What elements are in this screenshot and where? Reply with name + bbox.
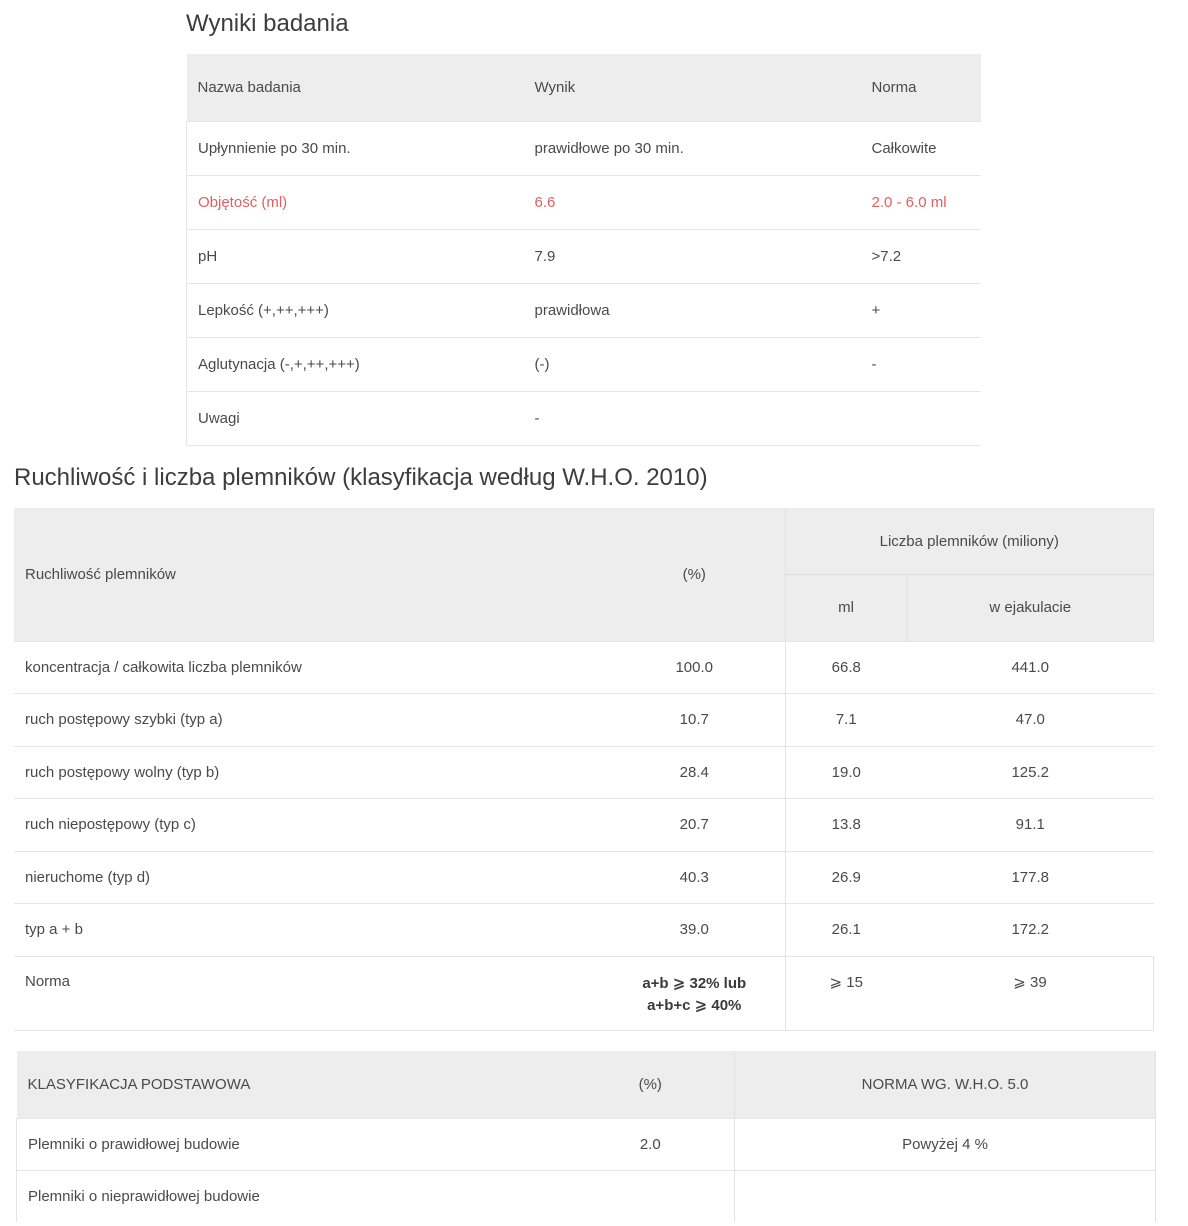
motility-percent: 39.0 (604, 904, 785, 957)
norm-label: Norma (14, 956, 604, 1030)
table-row (14, 799, 1154, 852)
motility-percent: 10.7 (604, 694, 785, 747)
morphology-percent: 2.0 (567, 1118, 735, 1170)
header-per-ejaculate: w ejakulacie (907, 575, 1154, 642)
norm-per-ejaculate: ⩾ 39 (907, 956, 1154, 1030)
morphology-table (16, 1051, 1156, 1222)
test-result: prawidłowa (524, 283, 861, 337)
norm-percent (604, 956, 785, 1030)
header-percent: (%) (567, 1051, 735, 1118)
table-row-out-of-range (187, 175, 982, 229)
count-per-ml: 19.0 (785, 746, 907, 799)
header-motility: Ruchliwość plemników (14, 508, 604, 641)
test-name: pH (187, 229, 524, 283)
results-table (186, 54, 981, 446)
motility-percent: 20.7 (604, 799, 785, 852)
table-row (187, 121, 982, 175)
norm-percent-line2: a+b+c ⩾ 40% (647, 996, 742, 1014)
test-name: Lepkość (+,++,+++) (187, 283, 524, 337)
header-percent: (%) (604, 508, 785, 641)
test-result: prawidłowe po 30 min. (524, 121, 861, 175)
header-classification: KLASYFIKACJA PODSTAWOWA (17, 1051, 567, 1118)
count-per-ejaculate: 125.2 (907, 746, 1154, 799)
table-row (14, 694, 1154, 747)
test-result: 7.9 (524, 229, 861, 283)
norm-percent-line1: a+b ⩾ 32% lub (642, 974, 747, 992)
motility-percent: 28.4 (604, 746, 785, 799)
table-row (187, 391, 982, 445)
motility-percent: 40.3 (604, 851, 785, 904)
motility-label: nieruchome (typ d) (14, 851, 604, 904)
header-who-norm: NORMA WG. W.H.O. 5.0 (735, 1051, 1156, 1118)
motility-header-row (14, 508, 1154, 575)
count-per-ml: 26.9 (785, 851, 907, 904)
header-per-ml: ml (785, 575, 907, 642)
morphology-header-row (17, 1051, 1156, 1118)
count-per-ejaculate: 172.2 (907, 904, 1154, 957)
test-norm: - (861, 337, 982, 391)
header-result: Wynik (524, 54, 861, 121)
table-row (187, 229, 982, 283)
results-title: Wyniki badania (186, 10, 349, 37)
test-name: Objętość (ml) (187, 175, 524, 229)
table-row (187, 283, 982, 337)
norm-per-ml: ⩾ 15 (785, 956, 907, 1030)
test-norm: Całkowite (861, 121, 982, 175)
header-norm: Norma (861, 54, 982, 121)
motility-percent: 100.0 (604, 641, 785, 694)
test-name: Aglutynacja (-,+,++,+++) (187, 337, 524, 391)
test-norm: >7.2 (861, 229, 982, 283)
test-result: - (524, 391, 861, 445)
motility-title: Ruchliwość i liczba plemników (klasyfikacja według W.H.O. 2010) (14, 464, 708, 491)
count-per-ejaculate: 47.0 (907, 694, 1154, 747)
motility-label: typ a + b (14, 904, 604, 957)
table-row (17, 1118, 1156, 1170)
motility-table (14, 508, 1154, 1031)
count-per-ml: 7.1 (785, 694, 907, 747)
motility-label: ruch postępowy szybki (typ a) (14, 694, 604, 747)
test-result: 6.6 (524, 175, 861, 229)
count-per-ml: 66.8 (785, 641, 907, 694)
count-per-ml: 26.1 (785, 904, 907, 957)
table-row (14, 746, 1154, 799)
count-per-ejaculate: 177.8 (907, 851, 1154, 904)
morphology-norm: Powyżej 4 % (735, 1118, 1156, 1170)
count-per-ejaculate: 91.1 (907, 799, 1154, 852)
results-header-row (187, 54, 982, 121)
table-row (14, 904, 1154, 957)
table-row (17, 1170, 1156, 1222)
header-test-name: Nazwa badania (187, 54, 524, 121)
morphology-label: Plemniki o nieprawidłowej budowie (17, 1170, 567, 1222)
test-name: Upłynnienie po 30 min. (187, 121, 524, 175)
morphology-label: Plemniki o prawidłowej budowie (17, 1118, 567, 1170)
morphology-norm (735, 1170, 1156, 1222)
count-per-ml: 13.8 (785, 799, 907, 852)
test-name: Uwagi (187, 391, 524, 445)
motility-label: koncentracja / całkowita liczba plemników (14, 641, 604, 694)
count-per-ejaculate: 441.0 (907, 641, 1154, 694)
test-result: (-) (524, 337, 861, 391)
test-norm: 2.0 - 6.0 ml (861, 175, 982, 229)
motility-label: ruch postępowy wolny (typ b) (14, 746, 604, 799)
test-norm (861, 391, 982, 445)
norm-row (14, 956, 1154, 1030)
header-count-group: Liczba plemników (miliony) (785, 508, 1154, 575)
table-row (187, 337, 982, 391)
table-row (14, 641, 1154, 694)
morphology-percent (567, 1170, 735, 1222)
table-row (14, 851, 1154, 904)
motility-label: ruch niepostępowy (typ c) (14, 799, 604, 852)
test-norm: + (861, 283, 982, 337)
